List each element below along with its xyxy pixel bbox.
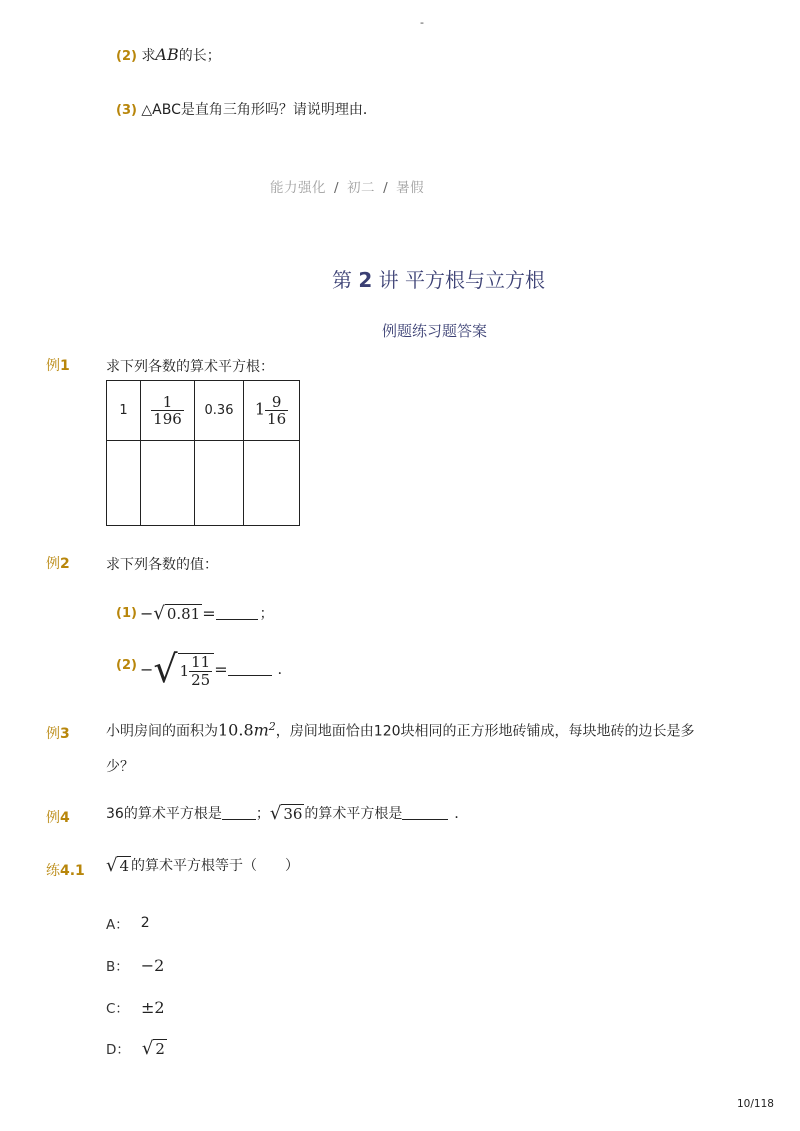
table-cell: 1 — [107, 381, 141, 441]
example-text: ，房间地面恰由120块相同的正方形地砖铺成，每块地砖的边长是多 — [275, 723, 695, 740]
breadcrumb-item: 能力强化 — [270, 180, 326, 196]
page-number: 10/118 — [737, 1098, 774, 1110]
square-root — [153, 604, 202, 623]
radical-icon: √ — [106, 854, 118, 876]
option-label: B： — [106, 959, 129, 975]
radical-icon: √ — [141, 1037, 154, 1059]
answer-cell[interactable] — [195, 441, 244, 526]
question-3-line — [116, 99, 377, 119]
breadcrumb-separator: / — [383, 180, 389, 196]
square-root — [142, 1039, 167, 1058]
example-label-number: 1 — [60, 358, 70, 374]
punctuation: ； — [259, 606, 274, 622]
practice-label-number: 4.1 — [60, 863, 85, 879]
table-cell — [141, 381, 195, 441]
option-value: −2 — [140, 955, 165, 975]
equals-sign: = — [214, 659, 228, 679]
fraction-numerator: 9 — [271, 392, 282, 411]
example-3-line-1 — [106, 720, 695, 741]
radicand: 2 — [155, 1039, 165, 1058]
fraction-denominator: 196 — [153, 410, 182, 428]
example-label — [46, 723, 70, 743]
example-2-part-2 — [116, 647, 292, 691]
option-b[interactable] — [106, 955, 164, 975]
answer-cell[interactable] — [141, 441, 195, 526]
math-ab: AB — [155, 45, 179, 64]
section-title: 例题练习题答案 — [382, 322, 488, 340]
answer-blank[interactable] — [222, 806, 256, 820]
example-label-prefix: 例 — [46, 358, 60, 374]
breadcrumb-separator: / — [334, 180, 340, 196]
radicand: 4 — [119, 856, 130, 875]
punctuation: ． — [277, 662, 292, 678]
example-label-prefix: 例 — [46, 556, 60, 572]
practice-label — [46, 860, 85, 880]
sub-question-label: (3) — [116, 103, 137, 118]
radicand — [178, 653, 215, 688]
example-4-line — [106, 803, 468, 823]
radical-icon: √ — [153, 602, 165, 624]
option-c[interactable] — [106, 997, 165, 1017]
example-label-prefix: 例 — [46, 726, 60, 742]
question-text: 的长； — [178, 48, 221, 64]
table-cell: 0.36 — [195, 381, 244, 441]
breadcrumb-item: 初二 — [347, 180, 376, 196]
fraction — [151, 394, 184, 428]
sub-question-label: (2) — [116, 49, 137, 64]
punctuation: ； — [255, 806, 270, 822]
example-2-text: 求下列各数的值： — [106, 557, 218, 573]
mixed-number-whole: 1 — [254, 399, 266, 418]
example-2-part-1 — [116, 603, 274, 623]
equals-sign: = — [202, 603, 216, 623]
answer-blank[interactable] — [228, 662, 272, 676]
radical-icon: √ — [153, 647, 178, 691]
option-value: ±2 — [140, 997, 165, 1017]
breadcrumb-item: 暑假 — [396, 180, 425, 196]
fraction-numerator: 1 — [162, 392, 173, 411]
math-exponent: 2 — [268, 720, 276, 733]
lecture-title — [332, 264, 545, 293]
math-unit: m — [253, 720, 269, 740]
minus-sign: − — [139, 603, 154, 623]
example-1-text: 求下列各数的算术平方根： — [106, 359, 274, 375]
example-label-number: 4 — [60, 810, 70, 826]
table-row — [107, 381, 300, 441]
breadcrumb — [270, 176, 424, 196]
example-text: 小明房间的面积为 — [106, 723, 218, 740]
example-label — [46, 553, 70, 573]
example-3-line-2: 少？ — [106, 759, 134, 775]
option-a[interactable] — [106, 913, 150, 933]
example-text: 的算术平方根是 — [304, 806, 403, 822]
answer-cell[interactable] — [244, 441, 300, 526]
square-root — [270, 804, 305, 823]
example-text: 36的算术平方根是 — [106, 806, 222, 822]
question-text: △ABC是直角三角形吗？请说明理由． — [141, 102, 377, 118]
fraction-denominator: 25 — [191, 670, 211, 689]
sub-question-label: (1) — [116, 605, 137, 621]
fraction — [189, 654, 212, 688]
example-label — [46, 807, 70, 827]
punctuation: ． — [454, 806, 469, 822]
example-label-number: 2 — [60, 556, 70, 572]
example-label-number: 3 — [60, 726, 70, 742]
answer-blank[interactable] — [402, 806, 448, 820]
answer-table — [106, 380, 300, 526]
radicand: 0.81 — [166, 604, 201, 623]
table-cell — [244, 381, 300, 441]
option-label: D： — [106, 1042, 130, 1058]
option-d[interactable] — [106, 1038, 167, 1058]
minus-sign: − — [139, 659, 154, 679]
fraction — [265, 394, 288, 428]
practice-label-prefix: 练 — [46, 863, 60, 879]
practice-text: 的算术平方根等于（ ） — [131, 858, 300, 874]
question-text: 求 — [141, 48, 156, 64]
lecture-number: 2 — [358, 268, 373, 292]
mixed-number-whole: 1 — [179, 662, 190, 680]
answer-cell[interactable] — [107, 441, 141, 526]
practice-4-1-line — [106, 855, 299, 875]
square-root — [106, 856, 131, 875]
radicand: 36 — [283, 804, 303, 823]
lecture-title-pre: 第 — [332, 268, 352, 292]
square-root — [153, 647, 214, 691]
table-row — [107, 441, 300, 526]
option-value: 2 — [140, 915, 150, 931]
option-label: C： — [106, 1001, 129, 1017]
example-label — [46, 355, 70, 375]
example-label-prefix: 例 — [46, 810, 60, 826]
fraction-numerator: 11 — [191, 653, 211, 671]
answer-blank[interactable] — [216, 606, 258, 620]
header-mark: - — [420, 16, 424, 29]
math-value: 10.8 — [218, 720, 254, 740]
question-2-line — [116, 45, 221, 65]
lecture-title-post: 讲 平方根与立方根 — [378, 268, 545, 292]
option-label: A： — [106, 917, 129, 933]
fraction-denominator: 16 — [267, 410, 287, 428]
radical-icon: √ — [269, 802, 282, 824]
sub-question-label: (2) — [116, 658, 137, 673]
